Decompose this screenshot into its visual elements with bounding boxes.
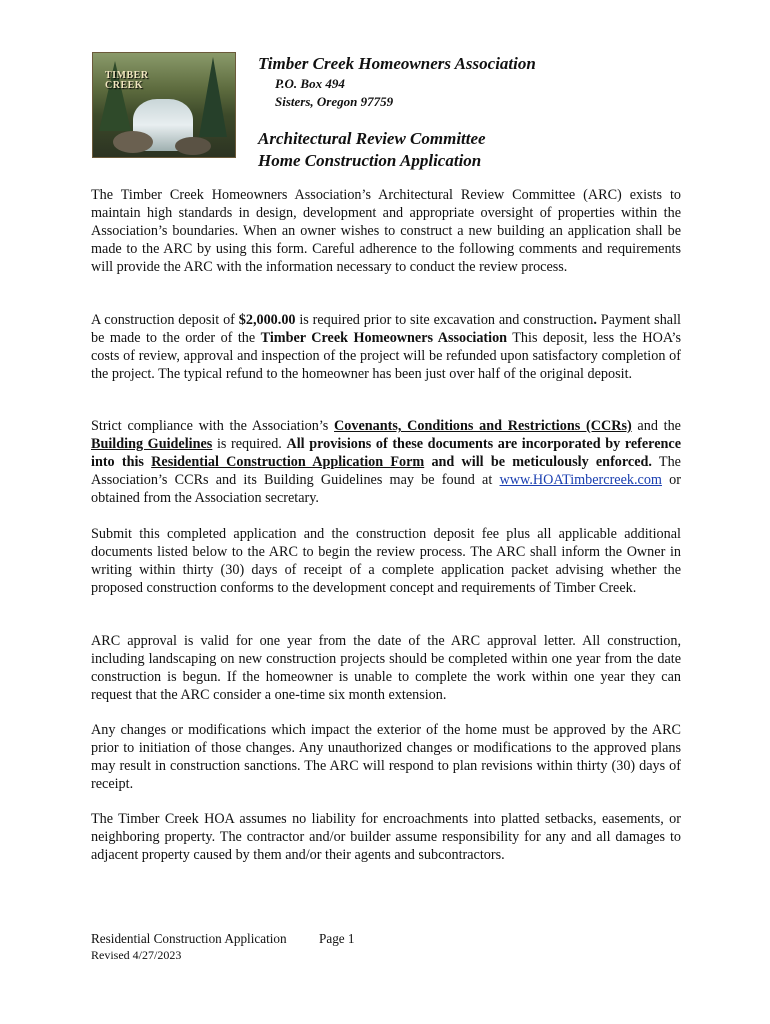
guidelines-reference: Building Guidelines — [91, 436, 213, 452]
paragraph-intro — [91, 186, 681, 276]
paragraph-liability — [91, 810, 681, 864]
paragraph-text: The Timber Creek HOA assumes no liability for encroachments into platted setbacks, easements, or neighboring property. The contractor and/or builder assume responsibility for any and all damages to adjacent property caused by them and/or their agents and subcontractors. — [91, 811, 681, 863]
text-run-bold: All provisions of these documents are incorporated by reference into this — [91, 436, 681, 470]
paragraph-text: Any changes or modifications which impact the exterior of the home must be approved by the ARC prior to initiation of those changes. Any unauthorized changes or modifications to the approved plans may result in construction sanctions. The ARC will respond to plan revisions within thirty (30) days of receipt. — [91, 722, 681, 792]
logo-text: TIMBER CREEK — [105, 70, 149, 91]
ccrs-reference: Covenants, Conditions and Restrictions (CCRs) — [334, 418, 632, 434]
paragraph-text: Submit this completed application and the construction deposit fee plus all applicable additional documents listed below to the ARC to begin the review process. The ARC shall inform the Owner in writing within thirty (30) days of receipt of a complete application packet advising whether the proposed construction conforms to the development concept and requirements of Timber Creek. — [91, 526, 681, 596]
address-line-2: Sisters, Oregon 97759 — [275, 94, 394, 109]
paragraph-text: ARC approval is valid for one year from the date of the ARC approval letter. All construction, including landscaping on new construction projects should be completed within one year from the date construction is begun. If the homeowner is unable to complete the work within one year they can request that the ARC consider a one-time six month extension. — [91, 633, 681, 703]
organization-name: Timber Creek Homeowners Association — [258, 54, 536, 73]
text-run: or obtained from the Association secretary. — [91, 472, 681, 506]
page-footer — [91, 931, 355, 963]
text-run-bold: and will be meticulously enforced. — [424, 454, 652, 470]
text-run: . — [593, 312, 597, 328]
website-link[interactable]: www.HOATimbercreek.com — [499, 472, 662, 488]
payee-name: Timber Creek Homeowners Association — [260, 330, 508, 346]
form-title: Home Construction Application — [258, 151, 482, 170]
paragraph-compliance — [91, 417, 681, 507]
paragraph-approval-validity — [91, 632, 681, 704]
text-run: Strict compliance with the Association’s — [91, 418, 335, 434]
text-run: is required prior to site excavation and construction — [295, 312, 594, 328]
text-run: is required. — [212, 436, 287, 452]
paragraph-text — [91, 311, 681, 383]
footer-document-name: Residential Construction Application — [91, 931, 287, 946]
hoa-logo-image — [92, 52, 236, 158]
logo-rock — [113, 131, 153, 153]
text-run: and the — [631, 418, 681, 434]
footer-page-number: Page 1 — [319, 931, 355, 946]
text-run: This deposit, less the HOA’s costs of review, approval and inspection of the project will be refunded upon satisfactory completion of the project. The typical refund to the homeowner has been just over half of the original deposit. — [91, 330, 681, 382]
paragraph-deposit — [91, 311, 681, 383]
footer-revision-date: Revised 4/27/2023 — [91, 948, 182, 962]
form-name-reference: Residential Construction Application Form — [151, 454, 425, 470]
paragraph-submission — [91, 525, 681, 597]
logo-tree-right — [199, 57, 227, 137]
paragraph-text — [91, 417, 681, 507]
paragraph-modifications — [91, 721, 681, 793]
logo-rock — [175, 137, 211, 155]
text-run: Payment shall be made to the order of the — [91, 312, 681, 346]
text-run: The Association’s CCRs and its Building Guidelines may be found at — [91, 454, 681, 488]
deposit-amount: $2,000.00 — [238, 312, 296, 328]
address-line-1: P.O. Box 494 — [275, 76, 345, 91]
text-run: A construction deposit of — [91, 312, 239, 328]
committee-title: Architectural Review Committee — [258, 129, 486, 148]
paragraph-text: The Timber Creek Homeowners Association’s Architectural Review Committee (ARC) exists to maintain high standards in design, development and appropriate oversight of properties within the Association’s boundaries. When an owner wishes to construct a new building an application shall be made to the ARC by using this form. Careful adherence to the following comments and requirements will provide the ARC with the information necessary to conduct the review process. — [91, 187, 681, 275]
